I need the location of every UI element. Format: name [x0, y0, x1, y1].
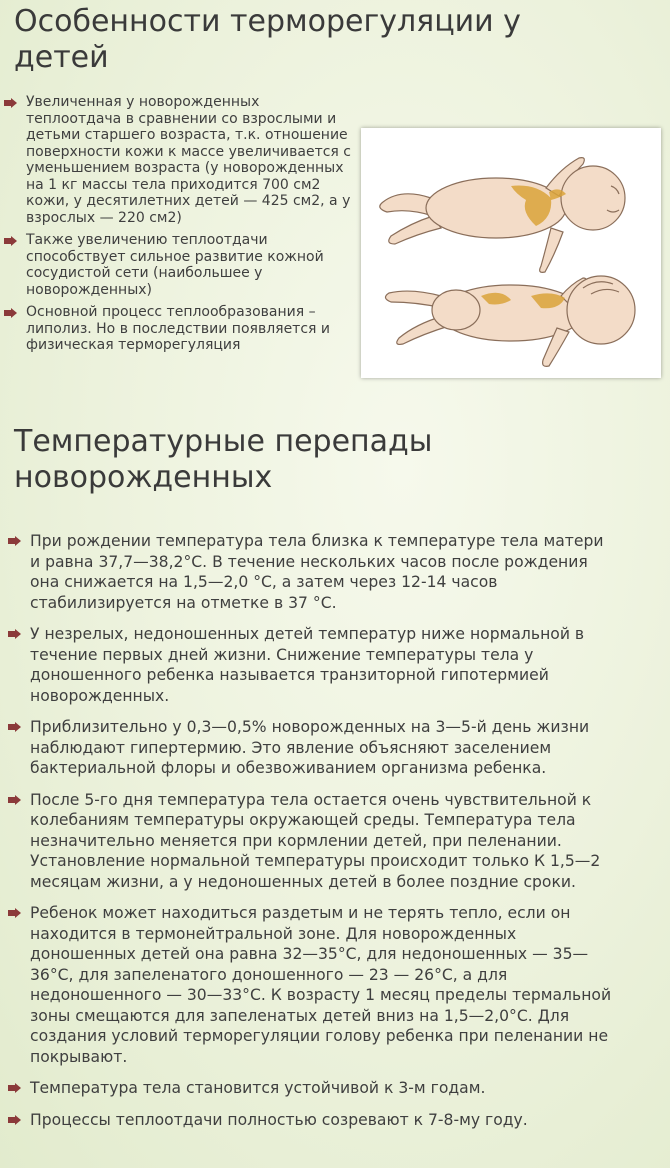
section2-bullet-list: [8, 531, 618, 1141]
arrow-bullet-icon: [4, 98, 17, 108]
baby-back-view: [385, 276, 635, 366]
arrow-bullet-icon: [4, 308, 17, 318]
newborn-illustration-svg: [361, 128, 661, 378]
arrow-bullet-icon: [8, 629, 21, 639]
bullet-text: Также увеличению теплоотдачи способствует сильное развитие кожной сосудистой сети (наибольшее у новорожденных): [26, 232, 324, 298]
arrow-bullet-icon: [4, 236, 17, 246]
section2-title: Температурные перепады новорожденных: [14, 424, 433, 495]
list-item: [8, 903, 618, 1067]
bullet-text: После 5-го дня температура тела остается очень чувствительной к колебаниям температуры окружающей среды. Температура тела незначительно меняется при кормлении детей, при пеленании. Установление нормальной температуры происходит только К 1,5—2 месяцам жизни, а у недоношенных детей в более поздние сроки.: [30, 790, 601, 891]
bullet-text: При рождении температура тела близка к температуре тела матери и равна 37,7—38,2°С. В течение нескольких часов после рождения она снижается на 1,5—2,0 °С, а затем через 12-14 часов стабилизируется на отметке в 37 °С.: [30, 532, 604, 612]
newborn-brown-fat-illustration: [361, 128, 661, 378]
section1-title: Особенности терморегуляции у детей: [14, 4, 521, 75]
list-item: [4, 304, 354, 354]
list-item: [8, 790, 618, 893]
bullet-text: У незрелых, недоношенных детей температур ниже нормальной в течение первых дней жизни. Снижение температуры тела у доношенного ребенка называется транзиторной гипотермией новорожденных.: [30, 625, 585, 705]
bullet-text: Приблизительно у 0,3—0,5% новорожденных на 3—5-й день жизни наблюдают гипертермию. Это явление объясняют заселением бактериальной флоры и обезвоживанием организма ребенка.: [30, 718, 590, 777]
arrow-bullet-icon: [8, 795, 21, 805]
list-item: [8, 531, 618, 613]
list-item: [8, 1078, 618, 1099]
list-item: [4, 94, 354, 226]
list-item: [8, 717, 618, 779]
bullet-text: Температура тела становится устойчивой к 3-м годам.: [30, 1079, 486, 1097]
bullet-text: Ребенок может находиться раздетым и не терять тепло, если он находится в термонейтральной зоне. Для новорожденных доношенных детей она равна 32—35°С, для недоношенных — 35—36°С, для запеленатого доношенного — 23 — 26°С, а для недоношенного — 30—33°С. К возрасту 1 месяц пределы термальной зоны смещаются для запеленатых детей вниз на 1,5—2,0°С. Для создания условий терморегуляции голову ребенка при пеленании не покрывают.: [30, 904, 612, 1066]
baby-front-view: [380, 158, 625, 273]
section1-bullet-list: [4, 94, 354, 360]
arrow-bullet-icon: [8, 722, 21, 732]
bullet-text: Процессы теплоотдачи полностью созревают к 7-8-му году.: [30, 1110, 528, 1129]
arrow-bullet-icon: [8, 536, 21, 546]
list-item: [8, 624, 618, 706]
list-item: [8, 1110, 618, 1131]
arrow-bullet-icon: [8, 1083, 21, 1093]
arrow-bullet-icon: [8, 908, 21, 918]
bullet-text: Основной процесс теплообразования – липолиз. Но в последствии появляется и физическая терморегуляция: [26, 304, 331, 353]
list-item: [4, 232, 354, 298]
bullet-text: Увеличенная у новорожденных теплоотдача в сравнении со взрослыми и детьми старшего возраста, т.к. отношение поверхности кожи к массе увеличивается с уменьшением возраста (у новорожденных на 1 кг массы тела приходится 700 см2 кожи, у десятилетних детей — 425 см2, а у взрослых — 220 см2): [26, 94, 351, 226]
arrow-bullet-icon: [8, 1115, 21, 1125]
